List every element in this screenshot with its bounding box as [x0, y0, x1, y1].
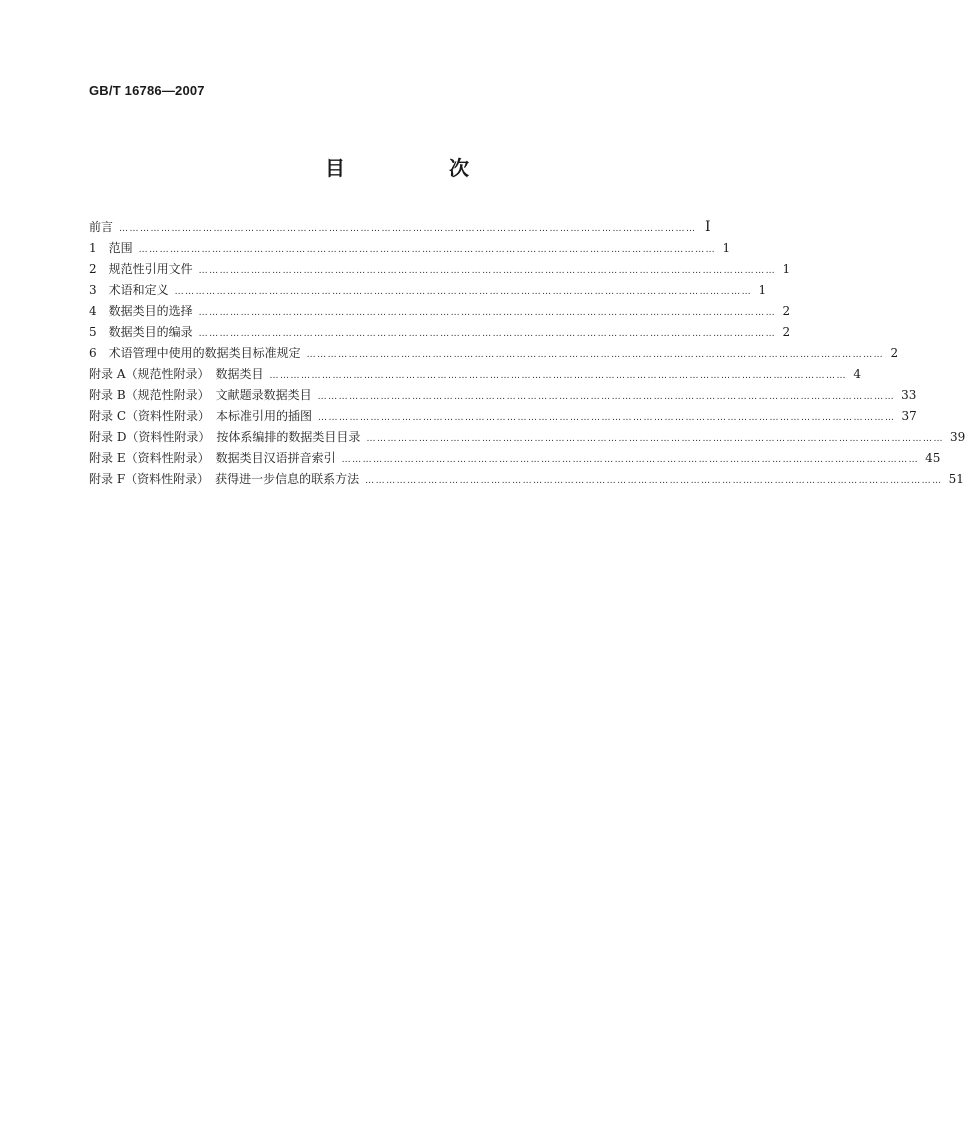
- toc-entry-page: 4: [853, 367, 861, 381]
- toc-entry-label: 附录 E（资料性附录） 数据类目汉语拼音索引: [89, 451, 336, 465]
- toc-entry[interactable]: [89, 259, 791, 280]
- toc-leader-dots: …………………………………………………………………………………………………………………………………………………: [198, 308, 777, 318]
- toc-entry[interactable]: [89, 364, 861, 385]
- toc-leader-dots: …………………………………………………………………………………………………………………………………………………: [366, 434, 944, 444]
- toc-entry-page: 2: [782, 325, 791, 339]
- toc-entry[interactable]: [89, 385, 917, 406]
- toc-entry-label: 1 范围: [89, 241, 133, 255]
- table-of-contents: [89, 217, 965, 490]
- toc-entry-label: 附录 A（规范性附录） 数据类目: [89, 367, 264, 381]
- toc-entry-label: 3 术语和定义: [89, 283, 169, 297]
- toc-entry-page: 1: [758, 283, 767, 297]
- toc-leader-dots: …………………………………………………………………………………………………………………………………………………: [318, 413, 896, 423]
- toc-entry-label: 6 术语管理中使用的数据类目标准规定: [89, 346, 301, 360]
- toc-leader-dots: …………………………………………………………………………………………………………………………………………………: [119, 224, 697, 234]
- toc-leader-dots: …………………………………………………………………………………………………………………………………………………: [269, 371, 847, 381]
- toc-entry-label: 附录 C（资料性附录） 本标准引用的插图: [89, 409, 312, 423]
- toc-entry-label: 附录 B（规范性附录） 文献题录数据类目: [89, 388, 312, 402]
- toc-entry-page: 1: [782, 262, 791, 276]
- toc-entry-label: 4 数据类目的选择: [89, 304, 193, 318]
- toc-entry[interactable]: [89, 238, 731, 259]
- toc-entry-page: I: [704, 219, 711, 235]
- toc-entry-label: 2 规范性引用文件: [89, 262, 193, 276]
- toc-leader-dots: …………………………………………………………………………………………………………………………………………………: [365, 476, 943, 486]
- toc-entry[interactable]: [89, 406, 917, 427]
- toc-leader-dots: …………………………………………………………………………………………………………………………………………………: [317, 392, 896, 402]
- toc-entry-page: 39: [949, 430, 965, 444]
- toc-entry-page: 1: [722, 241, 731, 255]
- toc-entry-page: 45: [925, 451, 941, 465]
- toc-entry[interactable]: [89, 343, 899, 364]
- toc-entry[interactable]: [89, 217, 711, 238]
- toc-entry[interactable]: [89, 322, 791, 343]
- toc-entry-page: 33: [901, 388, 917, 402]
- toc-leader-dots: …………………………………………………………………………………………………………………………………………………: [198, 329, 777, 339]
- standard-code: GB/T 16786—2007: [89, 83, 205, 98]
- toc-entry-label: 附录 D（资料性附录） 按体系编排的数据类目目录: [89, 430, 361, 444]
- toc-entry[interactable]: [89, 301, 791, 322]
- toc-leader-dots: …………………………………………………………………………………………………………………………………………………: [174, 287, 753, 297]
- toc-leader-dots: …………………………………………………………………………………………………………………………………………………: [341, 455, 920, 465]
- toc-leader-dots: …………………………………………………………………………………………………………………………………………………: [198, 266, 777, 276]
- toc-entry-page: 51: [948, 472, 964, 486]
- toc-entry[interactable]: [89, 427, 965, 448]
- toc-entry[interactable]: [89, 280, 767, 301]
- toc-entry-label: 前言: [89, 220, 114, 234]
- toc-entry-page: 2: [890, 346, 899, 360]
- toc-entry-label: 附录 F（资料性附录） 获得进一步信息的联系方法: [89, 472, 360, 486]
- toc-entry[interactable]: [89, 469, 964, 490]
- toc-entry-page: 37: [901, 409, 917, 423]
- toc-entry-page: 2: [782, 304, 791, 318]
- toc-entry[interactable]: [89, 448, 941, 469]
- page-title: 目 次: [325, 156, 511, 180]
- toc-entry-label: 5 数据类目的编录: [89, 325, 193, 339]
- toc-leader-dots: …………………………………………………………………………………………………………………………………………………: [306, 350, 885, 360]
- toc-leader-dots: …………………………………………………………………………………………………………………………………………………: [138, 245, 717, 255]
